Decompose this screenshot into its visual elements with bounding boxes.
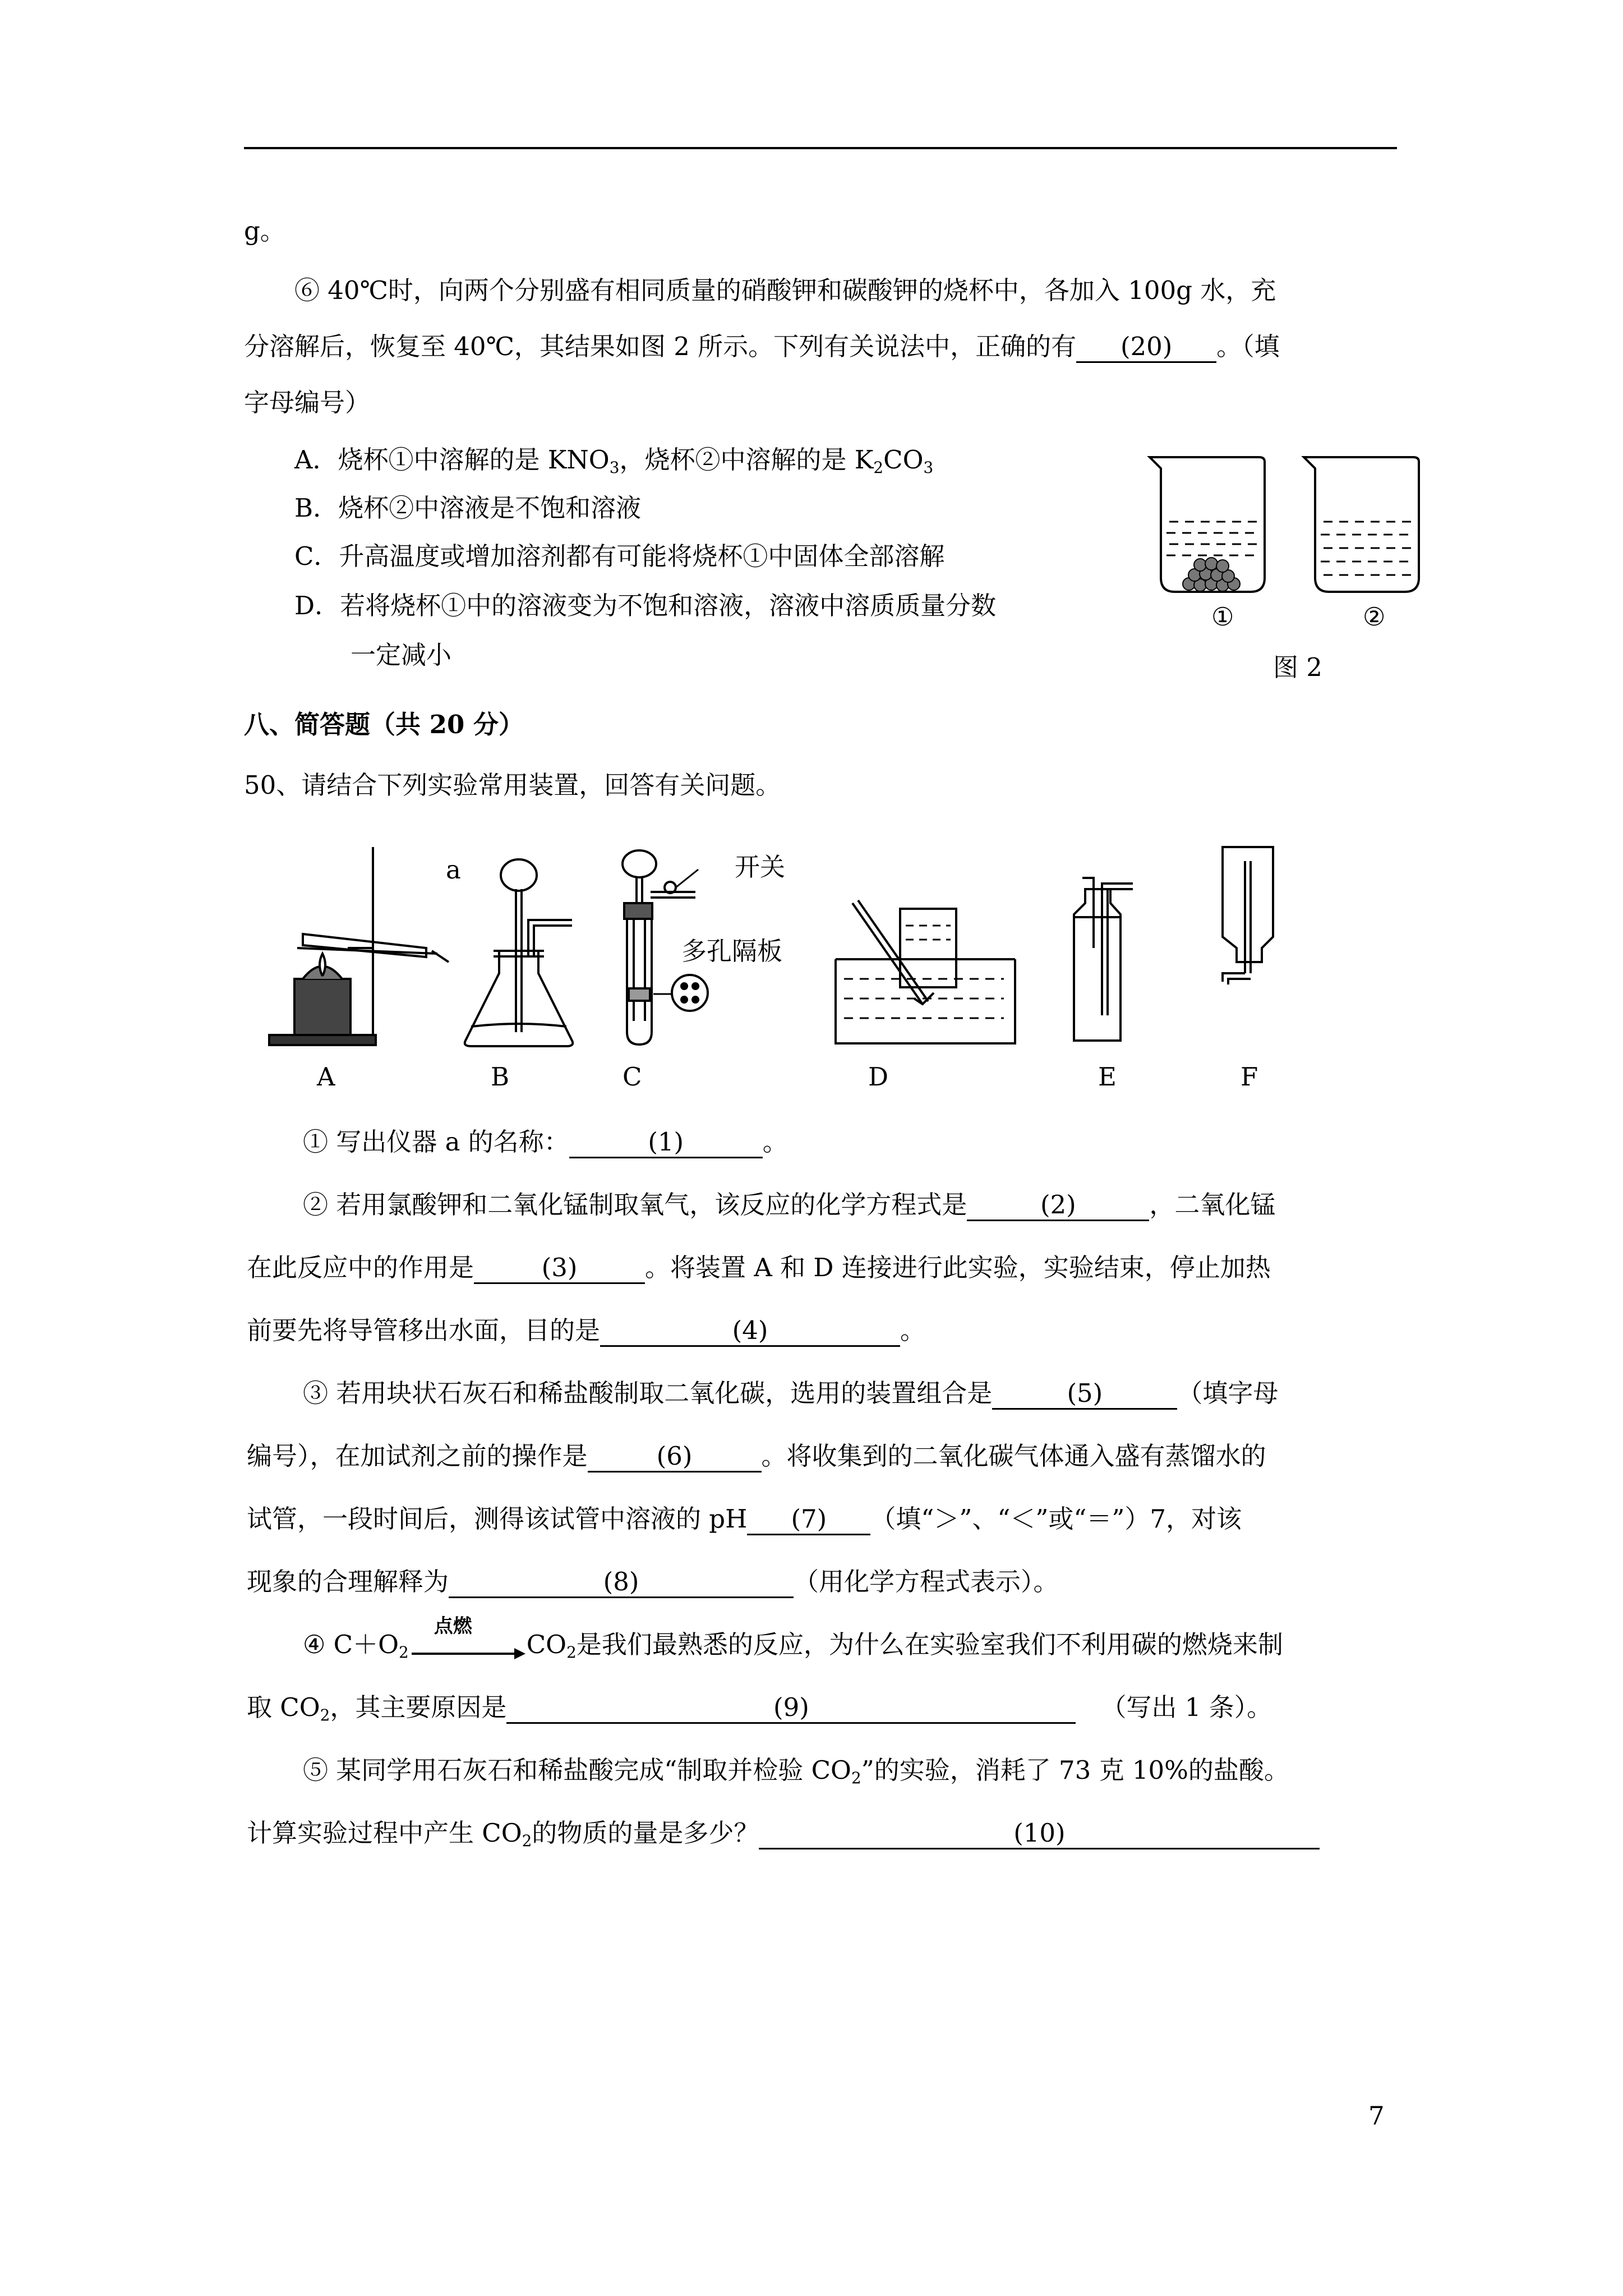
answer-blank-5[interactable]: (5) bbox=[992, 1379, 1177, 1410]
q6-line2: 分溶解后，恢复至 40℃，其结果如图 2 所示。下列有关说法中，正确的有 (20) 。（填 bbox=[244, 330, 1280, 364]
figure-2-caption: 图 2 bbox=[1273, 652, 1322, 682]
continuation-text: g。 bbox=[244, 216, 285, 246]
item-1: ① 写出仪器 a 的名称： (1) 。 bbox=[303, 1125, 788, 1159]
item-3-line1: ③ 若用块状石灰石和稀盐酸制取二氧化碳，选用的装置组合是 (5) （填字母 bbox=[303, 1377, 1278, 1410]
option-a: A．烧杯①中溶解的是 $KNO_3$，烧杯②中溶解的是 $K_2CO_3$ bbox=[294, 445, 934, 477]
answer-blank-6[interactable]: (6) bbox=[588, 1442, 762, 1473]
header-rule bbox=[244, 147, 1397, 149]
apparatus-f bbox=[1223, 847, 1273, 984]
option-d-line1: D．若将烧杯①中的溶液变为不饱和溶液，溶液中溶质质量分数 bbox=[294, 591, 997, 620]
apparatus-label-a: A bbox=[317, 1062, 335, 1092]
item-4-line2: 取 $CO_2$，其主要原因是 (9) （写出 1 条）。 bbox=[247, 1692, 1272, 1724]
apparatus-b bbox=[465, 859, 573, 1046]
page-number: 7 bbox=[1368, 2101, 1385, 2131]
instrument-a-label: a bbox=[446, 855, 461, 885]
item-4-line1: ④ $C+O_2$ 点燃 $CO_2$是我们最熟悉的反应，为什么在实验室我们不利用碳的燃烧来制 bbox=[303, 1614, 1283, 1662]
answer-blank-7[interactable]: (7) bbox=[747, 1504, 870, 1535]
item-2-line1: ② 若用氯酸钾和二氧化锰制取氧气，该反应的化学方程式是 (2) ，二氧化锰 bbox=[303, 1188, 1275, 1222]
item-2-line2: 在此反应中的作用是 (3) 。将装置 A 和 D 连接进行此实验，实验结束，停止加热 bbox=[247, 1251, 1271, 1285]
option-b: B．烧杯②中溶液是不饱和溶液 bbox=[294, 493, 642, 523]
item-3-line4: 现象的合理解释为 (8) （用化学方程式表示）。 bbox=[247, 1565, 1059, 1599]
answer-blank-10[interactable]: (10) bbox=[759, 1819, 1320, 1849]
apparatus-a bbox=[269, 847, 449, 1045]
apparatus-label-e: E bbox=[1098, 1062, 1117, 1092]
beaker-1 bbox=[1150, 457, 1265, 592]
switch-label: 开关 bbox=[735, 852, 786, 882]
figure-2-beakers bbox=[1144, 452, 1436, 631]
section-8-title: 八、简答题（共 20 分） bbox=[244, 710, 524, 739]
reaction-arrow bbox=[409, 1614, 527, 1662]
item-5-line2: 计算实验过程中产生 $CO_2$的物质的量是多少？ (10) bbox=[247, 1816, 1320, 1858]
apparatus-label-f: F bbox=[1241, 1062, 1258, 1092]
answer-blank-3[interactable]: (3) bbox=[474, 1253, 645, 1284]
ignite-label: 点燃 bbox=[434, 1614, 472, 1637]
apparatus-figure bbox=[264, 836, 1363, 1071]
beaker-2 bbox=[1304, 457, 1419, 592]
item-3-line3: 试管，一段时间后，测得该试管中溶液的 pH (7) （填“＞”、“＜”或“＝”）7，对该 bbox=[247, 1502, 1242, 1536]
apparatus-e bbox=[1074, 878, 1133, 1041]
item-3-line2: 编号），在加试剂之前的操作是 (6) 。将收集到的二氧化碳气体通入盛有蒸馏水的 bbox=[247, 1439, 1266, 1473]
perforated-plate-label: 多孔隔板 bbox=[681, 936, 783, 966]
q6-line3: 字母编号） bbox=[244, 388, 371, 417]
apparatus-d bbox=[836, 900, 1015, 1043]
answer-blank-4[interactable]: (4) bbox=[600, 1316, 900, 1347]
q6-line1: ⑥ 40℃时，向两个分别盛有相同质量的硝酸钾和碳酸钾的烧杯中，各加入 100g 水，充 bbox=[294, 275, 1276, 305]
item-2-line3: 前要先将导管移出水面，目的是 (4) 。 bbox=[247, 1314, 925, 1347]
question-50: 50、请结合下列实验常用装置，回答有关问题。 bbox=[244, 770, 781, 800]
arrow-icon bbox=[409, 1632, 527, 1662]
apparatus-label-d: D bbox=[868, 1062, 889, 1092]
answer-blank-1[interactable]: (1) bbox=[569, 1128, 763, 1158]
apparatus-label-c: C bbox=[623, 1062, 642, 1092]
option-c: C．升高温度或增加溶剂都有可能将烧杯①中固体全部溶解 bbox=[294, 541, 945, 571]
beaker-1-label: ① bbox=[1211, 602, 1234, 632]
answer-blank-9[interactable]: (9) bbox=[506, 1693, 1076, 1724]
apparatus-label-b: B bbox=[491, 1062, 510, 1092]
option-d-line2: 一定减小 bbox=[351, 640, 452, 670]
answer-blank-2[interactable]: (2) bbox=[967, 1190, 1149, 1221]
beaker-2-label: ② bbox=[1363, 602, 1386, 632]
answer-blank-8[interactable]: (8) bbox=[449, 1567, 794, 1598]
answer-blank-20[interactable]: (20) bbox=[1076, 332, 1216, 363]
item-5-line1: ⑤ 某同学用石灰石和稀盐酸完成“制取并检验 $CO_2$”的实验，消耗了 73 克 10%的盐酸。 bbox=[303, 1755, 1289, 1787]
